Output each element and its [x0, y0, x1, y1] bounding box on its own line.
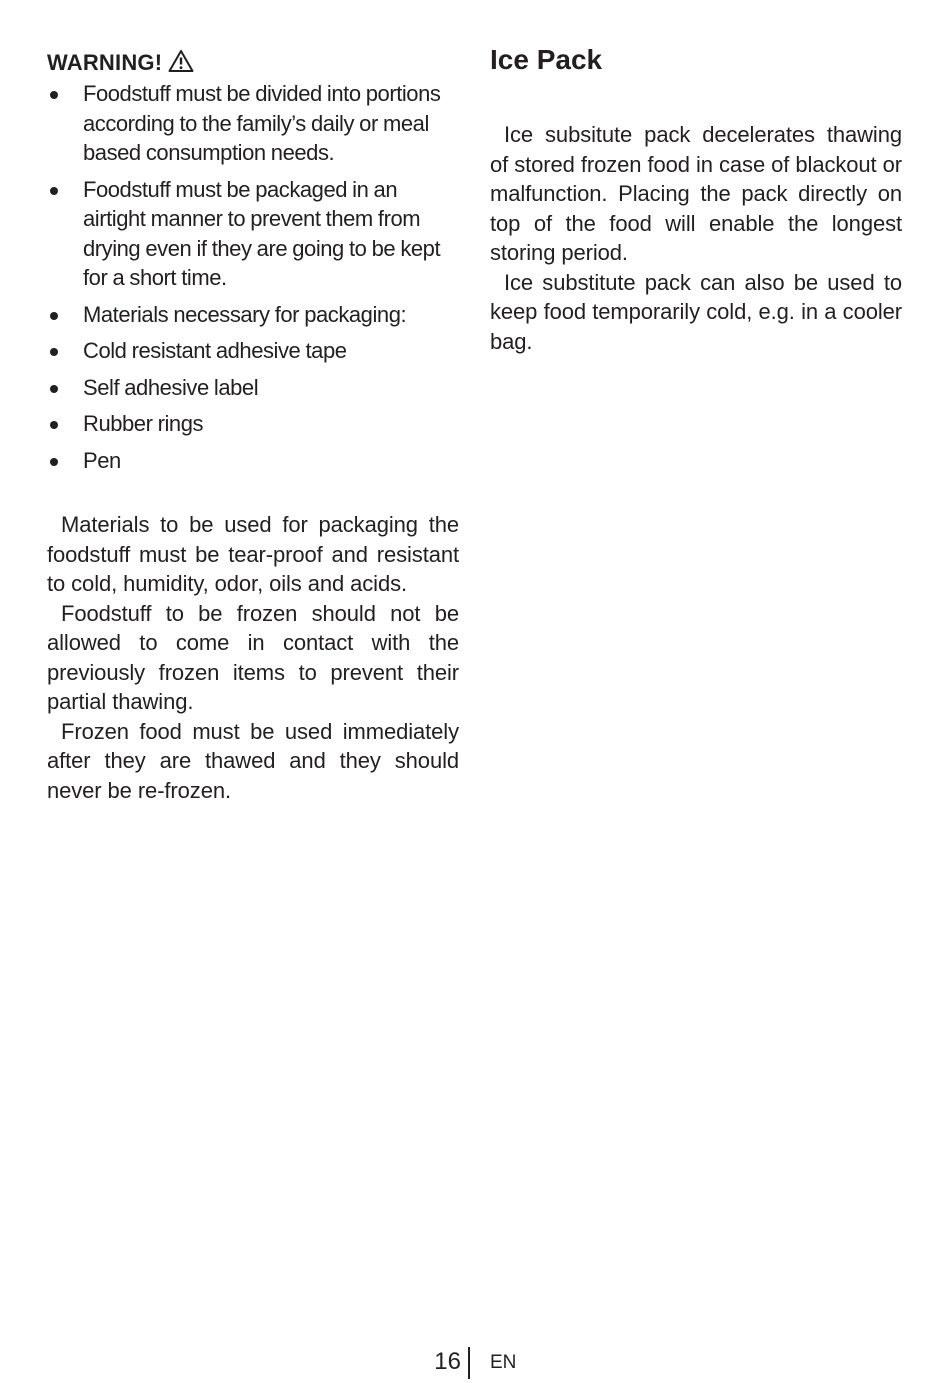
warning-heading [47, 48, 194, 81]
list-item-text: Foodstuff must be divided into portions according to the family’s daily or meal based consumption needs. [83, 81, 441, 165]
warning-label: WARNING! [47, 50, 163, 75]
bullet-icon [50, 312, 58, 320]
section-title: Ice Pack [490, 44, 603, 75]
packaging-bullet-list [47, 79, 459, 482]
language-code: EN [490, 1352, 517, 1373]
paragraph: Foodstuff to be frozen should not be allowed to come in contact with the previously frozen items to prevent their partial thawing. [47, 600, 459, 714]
paragraph: Materials to be used for packaging the foodstuff must be tear-proof and resistant to cold, humidity, odor, oils and acids. [47, 512, 459, 596]
list-item [47, 336, 459, 366]
list-item [47, 373, 459, 403]
page-footer [0, 1347, 950, 1379]
list-item-text: Self adhesive label [83, 374, 259, 400]
warning-triangle-icon [168, 49, 194, 81]
page-number: 16 [434, 1348, 461, 1375]
list-item-text: Materials necessary for packaging: [83, 301, 407, 327]
right-body-text [490, 120, 902, 356]
left-body-text [47, 510, 459, 805]
list-item [47, 79, 459, 168]
list-item [47, 446, 459, 476]
list-item-text: Rubber rings [83, 411, 204, 436]
bullet-icon [50, 421, 58, 429]
bullet-icon [50, 458, 58, 466]
bullet-icon [50, 91, 58, 99]
list-item [47, 300, 459, 330]
list-item-text: Cold resistant adhesive tape [83, 338, 347, 363]
list-item-text: Pen [83, 447, 121, 473]
paragraph: Frozen food must be used immediately after they are thawed and they should never be re-frozen. [47, 718, 459, 803]
list-item [47, 175, 459, 293]
list-item [47, 409, 459, 439]
paragraph: Ice subsitute pack decelerates thawing of stored frozen food in case of blackout or malfunction. Placing the pack directly on top of the food will enable the longest storing period. [490, 122, 902, 265]
bullet-icon [50, 348, 58, 356]
paragraph: Ice substitute pack can also be used to keep food temporarily cold, e.g. in a cooler bag. [490, 269, 902, 354]
bullet-icon [50, 187, 58, 195]
bullet-icon [50, 385, 58, 393]
list-item-text: Foodstuff must be packaged in an airtight manner to prevent them from drying even if they are going to be kept for a short time. [83, 176, 441, 290]
footer-divider [468, 1347, 470, 1379]
